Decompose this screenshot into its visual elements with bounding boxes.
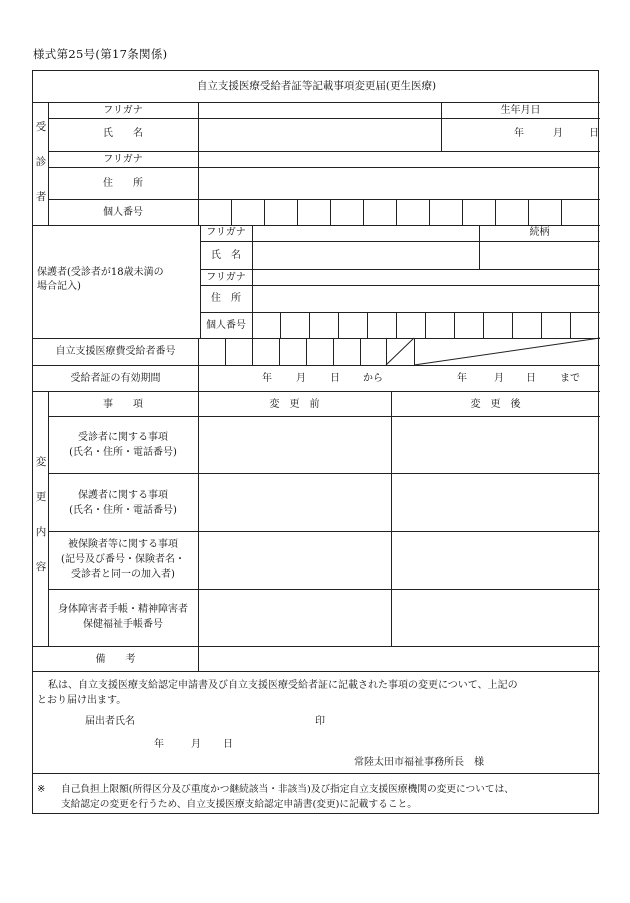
patient-address-label: 住 所 [103,178,143,189]
declaration-date-day: 日 [223,739,233,750]
change-item-line: 身体障害者手帳・精神障害者 [58,604,188,615]
patient-section-label-char: 診 [35,156,47,168]
row-divider [48,531,600,532]
recipient-number-label: 自立支援医療費受給者番号 [55,346,176,357]
change-item-line: 受診者と同一の加入者) [71,569,175,580]
change-item-line: 被保険者等に関する事項 [68,539,178,550]
change-item-line: 保護者に関する事項 [78,490,168,501]
validity-to-year: 年 [457,373,467,384]
row-divider [33,671,600,672]
declaration-date-year: 年 [154,739,164,750]
change-item-line: 保健福祉手帳番号 [83,619,163,630]
validity-to-month: 月 [494,373,504,384]
row-divider [48,416,600,417]
guardian-relationship-label: 続柄 [529,227,550,238]
birthdate-label: 生年月日 [500,105,541,116]
change-section-label-char: 容 [35,561,47,573]
row-divider [48,473,600,474]
seal-mark: 印 [315,716,325,727]
applicant-name-label: 届出者氏名 [85,716,135,727]
col-divider [198,338,199,671]
guardian-section-label-line2: 場合記入) [37,281,81,292]
change-item-line: (氏名・住所・電話番号) [69,447,177,458]
remarks-label: 備 考 [95,654,136,665]
change-item-line: 受診者に関する事項 [78,432,168,443]
change-header-before: 変 更 前 [269,399,320,410]
form-title: 自立支援医療受給者証等記載事項変更届(更生医療) [196,80,437,92]
addressee: 常陸太田市福祉事務所長 様 [354,757,484,768]
declaration-line2: とおり届け出ます。 [37,695,127,706]
patient-individual-number-label: 個人番号 [103,207,143,218]
validity-from-year: 年 [262,373,272,384]
guardian-furigana2-label: フリガナ [206,272,246,283]
patient-section-label-char: 受 [35,121,47,133]
change-item-line: (記号及び番号・保険者名・ [61,554,185,565]
declaration-date-month: 月 [191,739,201,750]
birthdate-day: 日 [589,128,599,139]
change-header-item: 事 項 [103,399,143,410]
patient-furigana2-label: フリガナ [103,154,143,165]
change-notification-form-table [32,70,599,814]
change-section-label-char: 内 [35,526,47,538]
declaration-line1: 私は、自立支援医療支給認定申請書及び自立支援医療受給者証に記載された事項の変更について、上記の [48,680,518,691]
diagonal-line [386,338,414,365]
change-item-line: (氏名・住所・電話番号) [69,505,177,516]
guardian-section-label-line1: 保護者(受診者が18歳未満の [37,267,164,278]
change-header-after: 変 更 後 [470,399,521,410]
row-divider [33,773,600,774]
patient-section-label-char: 者 [35,191,47,203]
validity-from-day: 日 [330,373,340,384]
birthdate-year: 年 [514,128,524,139]
note-line1: 自己負担上限額(所得区分及び重度かつ継続該当・非該当)及び指定自立支援医療機関の変更については、 [61,784,514,795]
row-divider [33,391,600,392]
validity-to-day: 日 [526,373,536,384]
patient-furigana-label: フリガナ [103,105,143,116]
guardian-furigana-label: フリガナ [206,227,246,238]
birthdate-month: 月 [553,128,563,139]
patient-name-label: 氏 名 [103,128,143,139]
change-section-label-char: 更 [35,491,47,503]
validity-from-word: から [363,373,383,384]
note-line2: 支給認定の変更を行うため、自立支援医療支給認定申請書(変更)に記載すること。 [61,799,417,810]
guardian-individual-number-label: 個人番号 [206,320,246,331]
diagonal-line [414,338,600,365]
col-divider [391,391,392,646]
validity-from-month: 月 [296,373,306,384]
row-divider [33,646,600,647]
note-mark: ※ [37,784,46,795]
change-section-label-char: 変 [35,456,47,468]
row-divider [48,589,600,590]
validity-to-word: まで [560,373,580,384]
form-number: 様式第25号(第17条関係) [33,47,168,61]
guardian-name-label: 氏 名 [211,250,241,261]
validity-label: 受給者証の有効期間 [70,373,161,384]
guardian-address-label: 住 所 [211,293,241,304]
